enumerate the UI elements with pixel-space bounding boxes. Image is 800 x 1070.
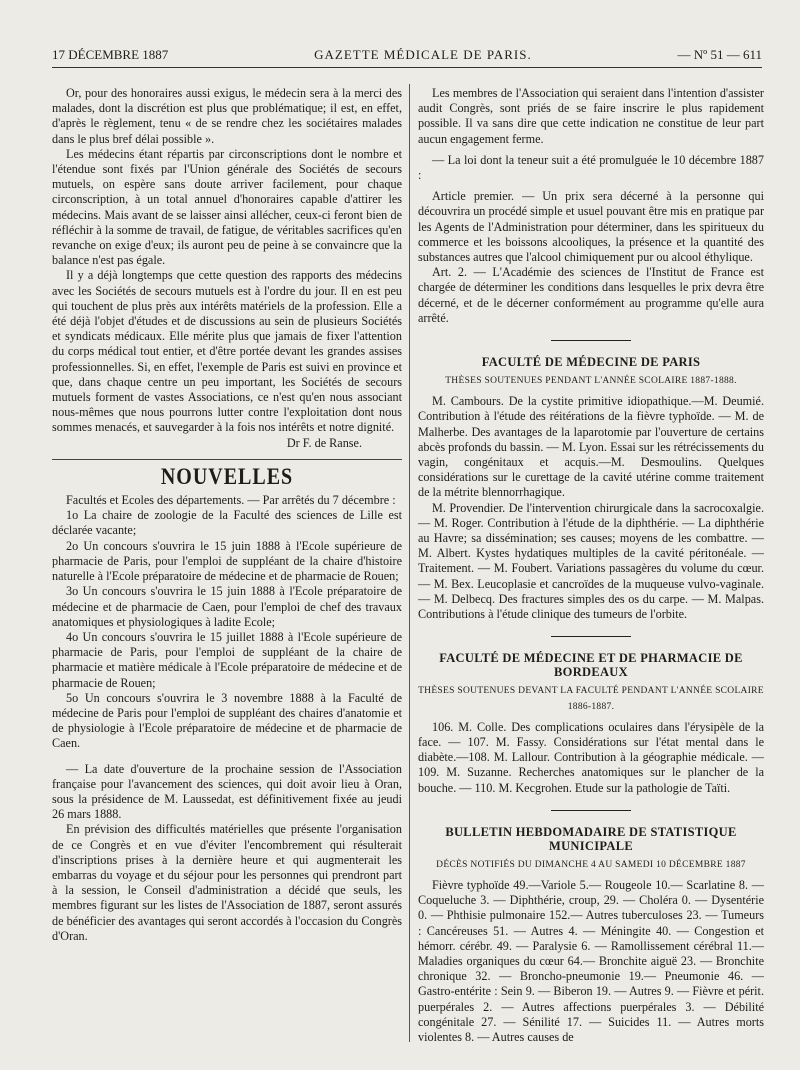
news-item: 5o Un concours s'ouvrira le 3 novembre 1888 à la Faculté de médecine de Paris pour l'emploi de suppléant des chaires d'anatomie et de physiologie à l'Ecole préparatoire de médecine et de pharmacie de Caen.	[52, 690, 402, 751]
statistics-paragraph: Fièvre typhoïde 49.—Variole 5.— Rougeole 10.— Scarlatine 8. — Coqueluche 3. — Diphthérie, croup, 29. — Choléra 0. — Dysentérie 0. — Phthisie pulmonaire 152.— Autres tuberculoses 23. — Tumeurs : Cancéreuses 51. — Autres 4. — Méningite 40. — Congestion et hémorr. cérébr. 49. — Paralysie 6. — Ramollissement cérébral 11.—Maladies organiques du cœur 64.— Bronchite aiguë 23. — Bronchite chronique 32. — Broncho-pneumonie 19.— Pneumonie 46. — Gastro-entérite : Sein 9. — Biberon 19. — Autres 9. — Fièvre et périt. puerpérales 2. — Autres affections puerpérales 3. — Débilité congénitale 27. — Sénilité 17. — Suicides 11. — Autres morts violentes 8. — Autres causes de	[418, 877, 764, 1044]
bordeaux-faculty-heading: FACULTÉ DE MÉDECINE ET DE PHARMACIE DE BORDEAUX	[439, 651, 743, 680]
theses-list: 106. M. Colle. Des complications oculaires dans l'érysipèle de la face. — 107. M. Fassy. Considérations sur l'état mental dans le diabète.—108. M. Lallour. Contribution à la géographie médicale. — 109. M. Suzanne. Recherches anatomiques sur le plancher de la bouche. — 110. M. Kecgrohen. Etude sur la pathologie de Taïti.	[418, 719, 764, 795]
news-item: 3o Un concours s'ouvrira le 15 juin 1888 à l'Ecole préparatoire de médecine et de pharmacie de Caen, pour l'emploi de chef des travaux anatomiques et physiologiques à ladite Ecole;	[52, 584, 402, 629]
paragraph: Les médecins étant répartis par circonscriptions dont le nombre et l'étendue sont fixés par l'Union générale des Sociétés de secours mutuels, on espère sans doute arriver facilement, pour chaque circonscription, à un total annuel d'honoraires capable d'attirer les médecins. Mais avant de se laisser ainsi allécher, ceux-ci feront bien de réfléchir à la somme de travail, de fatigue, de véritables sacrifices qu'en revanche on exige d'eux; ils auront peu de peine à se convaincre que la balance n'est pas égale.	[52, 146, 402, 268]
paragraph: — La loi dont la teneur suit a été promulguée le 10 décembre 1887 :	[418, 152, 764, 183]
theses-list: M. Cambours. De la cystite primitive idiopathique.—M. Deumié. Contribution à l'étude des réitérations de la fièvre typhoïde. — M. de Malherbe. Des avantages de la laparotomie par l'ouverture de certains abcès profonds du bassin. — M. Lyon. Essai sur les rétrécissements du vagin, congénitaux et acquis.—M. Desmoulins. Quelques considérations sur le curettage de la cavité utérine comme traitement de la métrite blennorrhagique.	[418, 394, 764, 500]
header-date: 17 DÉCEMBRE 1887	[52, 47, 169, 62]
section-rule	[52, 459, 402, 460]
page-header	[52, 47, 762, 68]
news-item: En prévision des difficultés matérielles que présente l'organisation de ce Congrès et en vue d'éviter l'encombrement qui résulterait d'inscriptions prises à la dernière heure et qui augmenterait les embarras du voyage et du séjour pour les personnes qui prendront part à la session, le Conseil d'administration a décidé que seuls, les membres figurant sur les listes de l'Association de 1887, seront assurés de bénéficier des avantages qui seront accordés à l'occasion du Congrès d'Oran.	[52, 822, 402, 943]
news-item: — La date d'ouverture de la prochaine session de l'Association française pour l'avancement des sciences, qui doit avoir lieu à Oran, sous la présidence de M. Laussedat, est définitivement fixée au jeudi 26 mars 1888.	[52, 761, 402, 822]
section-rule	[551, 636, 631, 637]
bulletin-heading: BULLETIN HEBDOMADAIRE DE STATISTIQUE MUNICIPALE	[445, 824, 737, 853]
news-item: 2o Un concours s'ouvrira le 15 juin 1888 à l'Ecole supérieure de pharmacie de Paris, pour l'emploi de suppléant de la chaire d'histoire naturelle à l'Ecole préparatoire de médecine et de pharmacie de Rouen;	[52, 538, 402, 584]
news-item: 1o La chaire de zoologie de la Faculté des sciences de Lille est déclarée vacante;	[52, 508, 402, 538]
paragraph: Les membres de l'Association qui seraient dans l'intention d'assister audit Congrès, sont priés de se faire inscrire le plus rapidement possible. Il va sans dire que cette indication ne constitue de leur part aucun engagement ferme.	[418, 86, 764, 146]
header-issue: — Nº 51 — 611	[677, 47, 762, 62]
section-rule	[551, 340, 631, 341]
paragraph: Article premier. — Un prix sera décerné à la personne qui découvrira un procédé simple et usuel pouvant être mis en pratique par les Agents de l'Administration pour déterminer, dans les spiritueux du commerce et les boissons alcooliques, la présence et la quantité des substances autres que l'alcool chimiquement pur ou alcool éthylique.	[418, 189, 764, 265]
left-column	[52, 86, 402, 944]
signature: Dr F. de Ranse.	[286, 435, 362, 450]
nouvelles-heading: NOUVELLES	[160, 464, 294, 490]
right-column	[418, 86, 764, 1045]
header-title: GAZETTE MÉDICALE DE PARIS.	[314, 47, 532, 62]
bordeaux-theses-subheading: THÈSES SOUTENUES DEVANT LA FACULTÉ PENDANT L'ANNÉE SCOLAIRE 1886-1887.	[418, 686, 764, 712]
paragraph: Art. 2. — L'Académie des sciences de l'Institut de France est chargée de déterminer les conditions dans lesquelles le prix devra être décerné, et de le décerner conformément au programme qu'elle aura arrêté.	[418, 265, 764, 325]
column-divider	[409, 84, 410, 1042]
section-rule	[551, 810, 631, 811]
paris-faculty-heading: FACULTÉ DE MÉDECINE DE PARIS	[481, 355, 701, 370]
news-item: 4o Un concours s'ouvrira le 15 juillet 1888 à l'Ecole supérieure de pharmacie de Paris, pour l'emploi de suppléant de la chaire de pharmacie et matière médicale à l'Ecole préparatoire de médecine et de pharmacie de Rouen;	[52, 629, 402, 690]
paris-theses-subheading: THÈSES SOUTENUES PENDANT L'ANNÉE SCOLAIRE 1887-1888.	[445, 376, 737, 387]
bulletin-subheading: DÉCÈS NOTIFIÉS DU DIMANCHE 4 AU SAMEDI 10 DÉCEMBRE 1887	[436, 859, 746, 870]
theses-list: M. Provendier. De l'intervention chirurgicale dans la sacrocoxalgie. — M. Roger. Contribution à l'étude de la diphthérie. — La diphthérie au Havre; sa dissémination; ses causes; moyens de les combattre. — M. Albert. Kystes hydatiques multiples de la cavité péritonéale. — Traitement. — M. Foubert. Variations passagères du volume du cœur. — M. Bex. Leucoplasie et cancroïdes de la muqueuse vulvo-vaginale. — M. Delbecq. Des fractures simples des os du carpe. — M. Malpas. Contributions à l'étude clinique des tumeurs de l'orbite.	[418, 500, 764, 622]
paragraph: Il y a déjà longtemps que cette question des rapports des médecins avec les Sociétés de secours mutuels est à l'ordre du jour. Il en est peu qui touchent de plus près aux intérêts matériels de la profession. Elle a été déjà l'objet d'études et de discussions au sein de plusieurs Sociétés et syndicats médicaux. Elle mérite plus que jamais de fixer l'attention du corps médical tout entier, et d'être portée devant les grandes assises professionnelles. Si, en effet, l'exemple de Paris est suivi en province et que, dans chaque centre un peu important, les Sociétés de secours mutuels forment de vastes Associations, ce n'est qu'en nous associant nous-mêmes que nous pourrons lutter contre l'exploitation dont nous sommes menacés, et sauvegarder à la fois nos intérêts et notre dignité.	[52, 268, 402, 435]
news-item: Facultés et Ecoles des départements. — Par arrêtés du 7 décembre :	[66, 493, 396, 508]
paragraph: Or, pour des honoraires aussi exigus, le médecin sera à la merci des malades, dont la discrétion est plus que problématique; il est, en effet, d'après le règlement, tenu « de se rendre chez les sociétaires malades dans le plus bref délai possible ».	[52, 86, 402, 146]
